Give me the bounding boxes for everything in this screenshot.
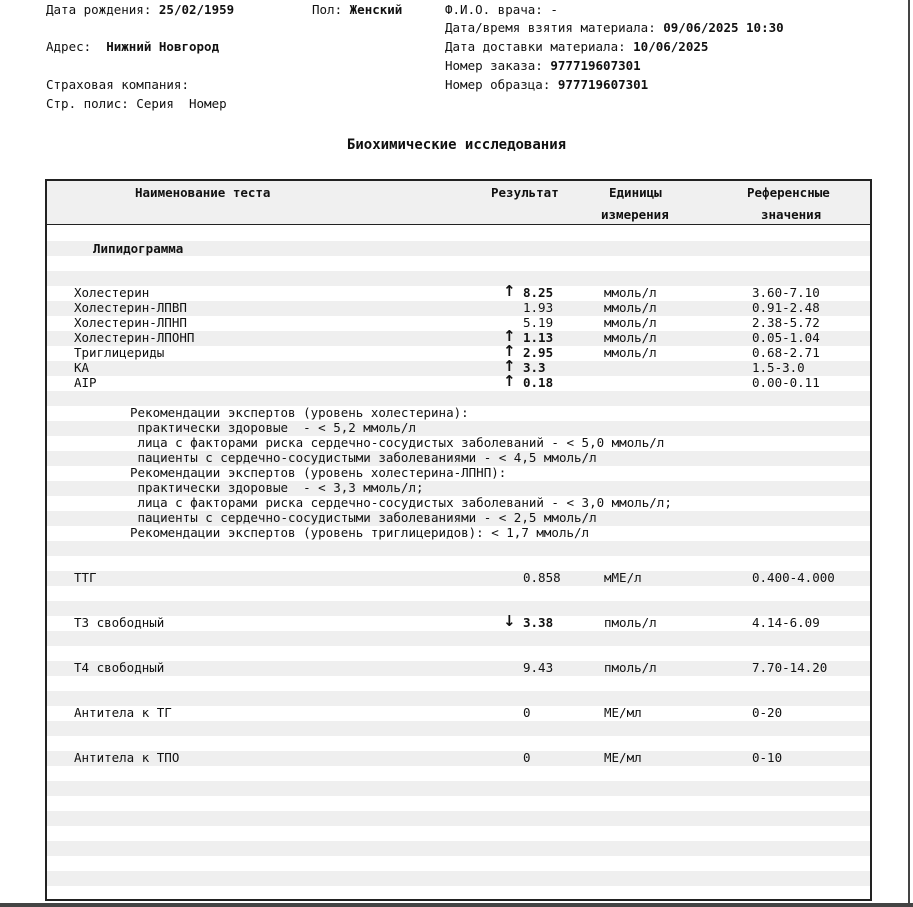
sex-value: Женский (349, 2, 403, 17)
col-header-name: Наименование теста (135, 185, 271, 200)
test-reference: 1.5-3.0 (752, 360, 805, 375)
test-name: AIP (74, 375, 97, 390)
test-units: пмоль/л (604, 660, 657, 675)
dob-value: 25/02/1959 (158, 2, 235, 17)
policy-label: Стр. полис: Серия Номер (46, 96, 227, 111)
test-name: ТТГ (74, 570, 97, 585)
sex-field (312, 2, 402, 18)
doctor-value: - (550, 2, 558, 17)
arrow-up-icon: ↑ (503, 327, 516, 345)
test-result: 2.95 (523, 345, 554, 360)
col-header-units-2: измерения (601, 207, 669, 222)
results-table (45, 179, 872, 901)
test-result: 5.19 (523, 315, 554, 330)
row-stripe (47, 571, 870, 586)
order-number-field (445, 58, 641, 74)
row-stripe (47, 721, 870, 736)
arrow-up-icon: ↑ (503, 282, 516, 300)
dob-field (46, 2, 234, 18)
col-header-ref-2: значения (761, 207, 822, 222)
test-result: 3.3 (523, 360, 546, 375)
page-edge-bottom (0, 903, 913, 907)
recommendation-item: пациенты с сердечно-сосудистыми заболеваниями - < 2,5 ммоль/л (130, 510, 597, 525)
address-field (46, 39, 219, 55)
doctor-field (445, 2, 558, 18)
test-name: Холестерин-ЛПНП (74, 315, 187, 330)
recommendation-item: лица с факторами риска сердечно-сосудистых заболеваний - < 3,0 ммоль/л; (130, 495, 672, 510)
test-result: 9.43 (523, 660, 554, 675)
recommendation-heading: Рекомендации экспертов (уровень триглицеридов): < 1,7 ммоль/л (130, 525, 590, 540)
sample-datetime-field (445, 20, 784, 36)
test-reference: 2.38-5.72 (752, 315, 820, 330)
row-stripe (47, 661, 870, 676)
row-stripe (47, 357, 870, 376)
test-result: 0 (523, 705, 531, 720)
test-reference: 3.60-7.10 (752, 285, 820, 300)
row-stripe (47, 871, 870, 886)
group-title: Липидограмма (93, 241, 184, 256)
test-reference: 0.00-0.11 (752, 375, 820, 390)
arrow-down-icon: ↓ (503, 612, 516, 630)
test-units: ммоль/л (604, 300, 657, 315)
recommendation-item: пациенты с сердечно-сосудистыми заболеваниями - < 4,5 ммоль/л (130, 450, 597, 465)
header-separator (47, 224, 870, 225)
sample-number-field (445, 77, 648, 93)
test-result: 8.25 (523, 285, 554, 300)
test-name: Т3 свободный (74, 615, 165, 630)
test-units: ммоль/л (604, 330, 657, 345)
test-reference: 0-10 (752, 750, 783, 765)
arrow-up-icon: ↑ (503, 357, 516, 375)
test-reference: 0.91-2.48 (752, 300, 820, 315)
order-number-label: Номер заказа: (445, 58, 543, 73)
recommendation-item: лица с факторами риска сердечно-сосудистых заболеваний - < 5,0 ммоль/л (130, 435, 665, 450)
col-header-ref-1: Референсные (747, 185, 830, 200)
test-reference: 4.14-6.09 (752, 615, 820, 630)
recommendation-heading: Рекомендации экспертов (уровень холестерина-ЛПНП): (130, 465, 507, 480)
address-label: Адрес: (46, 39, 92, 54)
sample-number-value: 977719607301 (557, 77, 649, 92)
row-stripe (47, 271, 870, 286)
test-reference: 7.70-14.20 (752, 660, 828, 675)
test-name: Холестерин-ЛПОНП (74, 330, 195, 345)
row-stripe (47, 781, 870, 796)
sex-label: Пол: (312, 2, 343, 17)
row-stripe (47, 391, 870, 406)
test-units: пмоль/л (604, 615, 657, 630)
test-name: Холестерин (74, 285, 150, 300)
test-name: Антитела к ТГ (74, 705, 172, 720)
test-reference: 0.05-1.04 (752, 330, 820, 345)
recommendation-item: практически здоровые - < 3,3 ммоль/л; (130, 480, 424, 495)
row-stripe (47, 691, 870, 706)
test-result: 0.858 (523, 570, 561, 585)
test-units: МЕ/мл (604, 750, 642, 765)
insurance-label: Страховая компания: (46, 77, 189, 92)
sample-datetime-label: Дата/время взятия материала: (445, 20, 656, 35)
test-result: 0.18 (523, 375, 554, 390)
test-units: мМЕ/л (604, 570, 642, 585)
dob-label: Дата рождения: (46, 2, 152, 17)
recommendation-item: практически здоровые - < 5,2 ммоль/л (130, 420, 416, 435)
test-units: ммоль/л (604, 345, 657, 360)
test-units: МЕ/мл (604, 705, 642, 720)
test-name: Антитела к ТПО (74, 750, 180, 765)
test-reference: 0.68-2.71 (752, 345, 820, 360)
test-name: Холестерин-ЛПВП (74, 300, 187, 315)
test-reference: 0.400-4.000 (752, 570, 835, 585)
sample-datetime-value: 09/06/2025 10:30 (663, 20, 784, 35)
recommendation-heading: Рекомендации экспертов (уровень холестерина): (130, 405, 469, 420)
test-result: 3.38 (523, 615, 554, 630)
test-name: Триглицериды (74, 345, 165, 360)
section-title: Биохимические исследования (346, 137, 567, 153)
doctor-label: Ф.И.О. врача: (445, 2, 543, 17)
delivery-label: Дата доставки материала: (445, 39, 626, 54)
test-result: 0 (523, 750, 531, 765)
test-result: 1.93 (523, 300, 554, 315)
row-stripe (47, 631, 870, 646)
delivery-value: 10/06/2025 (633, 39, 709, 54)
row-stripe (47, 811, 870, 826)
row-stripe (47, 841, 870, 856)
col-header-result: Результат (491, 185, 559, 200)
sample-number-label: Номер образца: (445, 77, 551, 92)
test-units: ммоль/л (604, 315, 657, 330)
test-units: ммоль/л (604, 285, 657, 300)
row-stripe (47, 541, 870, 556)
delivery-field (445, 39, 708, 55)
test-result: 1.13 (523, 330, 554, 345)
order-number-value: 977719607301 (550, 58, 641, 73)
test-name: КА (74, 360, 90, 375)
test-name: Т4 свободный (74, 660, 165, 675)
test-reference: 0-20 (752, 705, 783, 720)
col-header-units-1: Единицы (609, 185, 662, 200)
arrow-up-icon: ↑ (503, 372, 516, 390)
address-value: Нижний Новгород (106, 39, 220, 54)
row-stripe (47, 601, 870, 616)
arrow-up-icon: ↑ (503, 342, 516, 360)
